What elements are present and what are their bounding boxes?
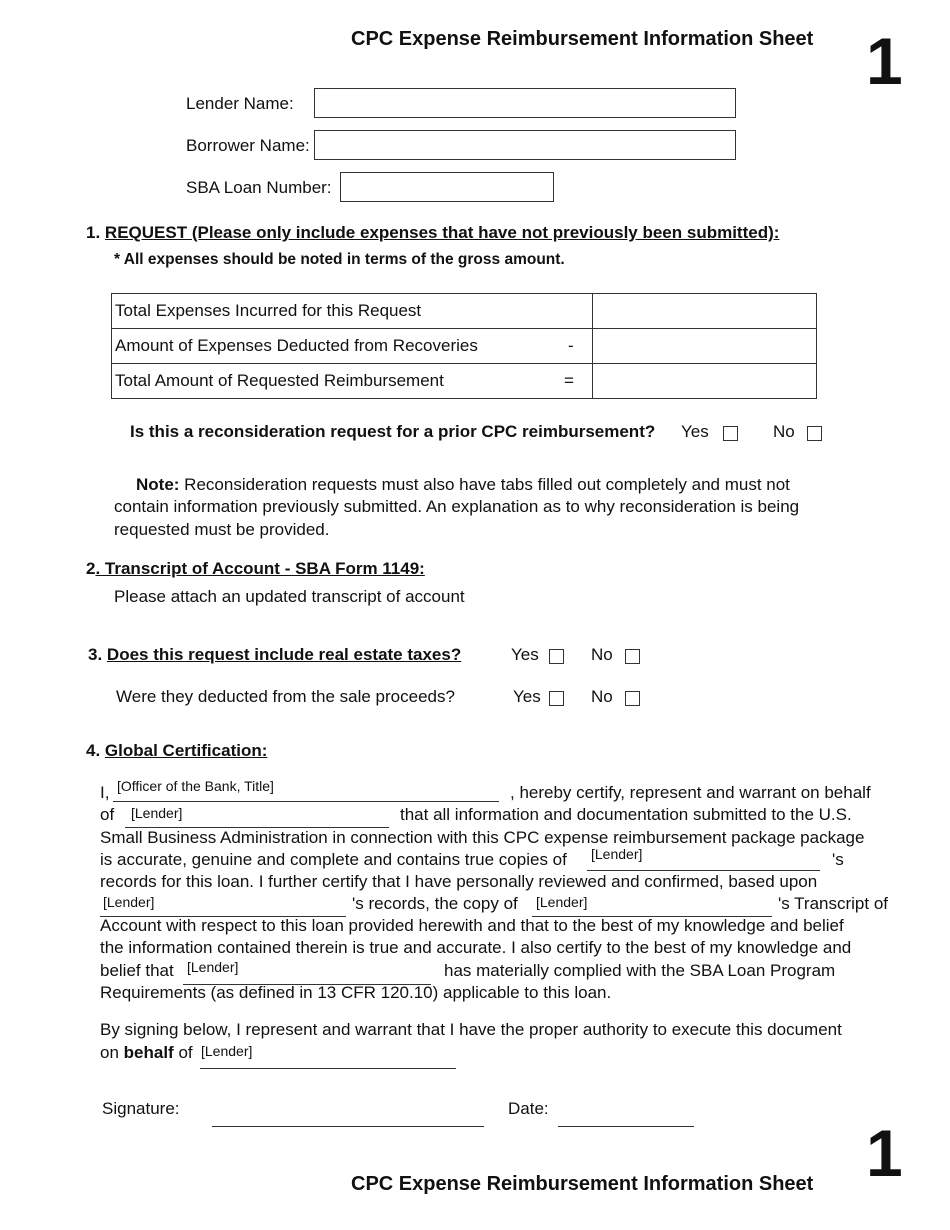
lender-placeholder: [Lender] [103, 894, 155, 910]
deducted-yes-label: Yes [513, 687, 541, 706]
expenses-deducted-field[interactable] [593, 329, 817, 364]
lender-field[interactable] [587, 870, 820, 871]
cert-text: 's Transcript of [778, 894, 889, 913]
table-row [112, 294, 817, 329]
reconsideration-question: Is this a reconsideration request for a prior CPC reimbursement? [130, 422, 656, 441]
cert-text: is accurate, genuine and complete and contains true copies of [100, 850, 567, 869]
cert-text: I, [100, 783, 110, 802]
reconsideration-yes-label: Yes [681, 422, 709, 441]
page-title: CPC Expense Reimbursement Information Sheet [351, 28, 814, 50]
sba-loan-number-field[interactable] [340, 172, 554, 202]
cert-text: 's records, the copy of [352, 894, 518, 913]
re-taxes-no-checkbox[interactable] [625, 649, 640, 664]
date-label: Date: [508, 1099, 549, 1118]
requested-reimbursement-field[interactable] [593, 364, 817, 399]
request-row-label: Total Amount of Requested Reimbursement = [112, 364, 593, 399]
lender-placeholder: [Lender] [187, 959, 239, 975]
section1-heading: 1. REQUEST (Please only include expenses that have not previously been submitted): [86, 223, 780, 242]
equals-operator: = [564, 371, 574, 390]
request-table [111, 293, 817, 399]
sign-statement-line2: on behalf of [100, 1043, 193, 1062]
re-taxes-no-label: No [591, 645, 613, 664]
deducted-yes-checkbox[interactable] [549, 691, 564, 706]
lender-placeholder: [Lender] [536, 894, 588, 910]
re-taxes-yes-label: Yes [511, 645, 539, 664]
table-row [112, 329, 817, 364]
signature-label: Signature: [102, 1099, 180, 1118]
deducted-no-label: No [591, 687, 613, 706]
transcript-instruction: Please attach an updated transcript of account [114, 587, 465, 606]
cert-text: Requirements (as defined in 13 CFR 120.10) applicable to this loan. [100, 983, 612, 1002]
section4-heading: 4. Global Certification: [86, 741, 268, 760]
date-field[interactable] [558, 1126, 694, 1127]
section2-heading: 2. Transcript of Account - SBA Form 1149: [86, 559, 425, 578]
reconsideration-yes-checkbox[interactable] [723, 426, 738, 441]
re-taxes-yes-checkbox[interactable] [549, 649, 564, 664]
cert-text: Small Business Administration in connection with this CPC expense reimbursement package package [100, 828, 865, 847]
lender-name-label: Lender Name: [186, 94, 294, 113]
cert-text: 's [832, 850, 844, 869]
footer-title: CPC Expense Reimbursement Information Sheet [351, 1173, 814, 1195]
tab-number: 1 [866, 24, 903, 98]
reconsideration-note: Note: Reconsideration requests must also have tabs filled out completely and must not contain information previously submitted. An explanation as to why reconsideration is being requested must be provided. [114, 475, 800, 539]
lender-placeholder: [Lender] [591, 846, 643, 862]
signature-field[interactable] [212, 1126, 484, 1127]
officer-title-field[interactable] [113, 801, 499, 802]
lender-placeholder: [Lender] [201, 1043, 253, 1059]
cert-text: the information contained therein is true and accurate. I also certify to the best of my knowledge and [100, 938, 852, 957]
cert-text: belief that [100, 961, 174, 980]
lender-name-field[interactable] [314, 88, 736, 118]
cert-text: , hereby certify, represent and warrant on behalf [510, 783, 871, 802]
cert-text: Account with respect to this loan provided herewith and that to the best of my knowledge and belief [100, 916, 844, 935]
total-expenses-field[interactable] [593, 294, 817, 329]
sign-statement: By signing below, I represent and warrant that I have the proper authority to execute this document [100, 1020, 842, 1039]
lender-field[interactable] [200, 1068, 456, 1069]
deducted-question: Were they deducted from the sale proceeds? [116, 687, 455, 706]
gross-amount-note: * All expenses should be noted in terms of the gross amount. [114, 251, 565, 268]
borrower-name-label: Borrower Name: [186, 136, 310, 155]
borrower-name-field[interactable] [314, 130, 736, 160]
request-row-label: Total Expenses Incurred for this Request [112, 294, 593, 329]
minus-operator: - [568, 336, 574, 355]
cert-text: of [100, 805, 115, 824]
sba-loan-number-label: SBA Loan Number: [186, 178, 332, 197]
cert-text: has materially complied with the SBA Loan Program [444, 961, 836, 980]
request-row-label: Amount of Expenses Deducted from Recoveries - [112, 329, 593, 364]
reconsideration-no-label: No [773, 422, 795, 441]
reconsideration-no-checkbox[interactable] [807, 426, 822, 441]
cert-text: that all information and documentation submitted to the U.S. [400, 805, 852, 824]
officer-placeholder: [Officer of the Bank, Title] [117, 778, 274, 794]
cert-text: records for this loan. I further certify that I have personally reviewed and confirmed, based upon [100, 872, 818, 891]
table-row [112, 364, 817, 399]
lender-placeholder: [Lender] [131, 805, 183, 821]
section3-heading: 3. Does this request include real estate taxes? [88, 645, 462, 664]
deducted-no-checkbox[interactable] [625, 691, 640, 706]
footer-tab-number: 1 [866, 1116, 903, 1190]
